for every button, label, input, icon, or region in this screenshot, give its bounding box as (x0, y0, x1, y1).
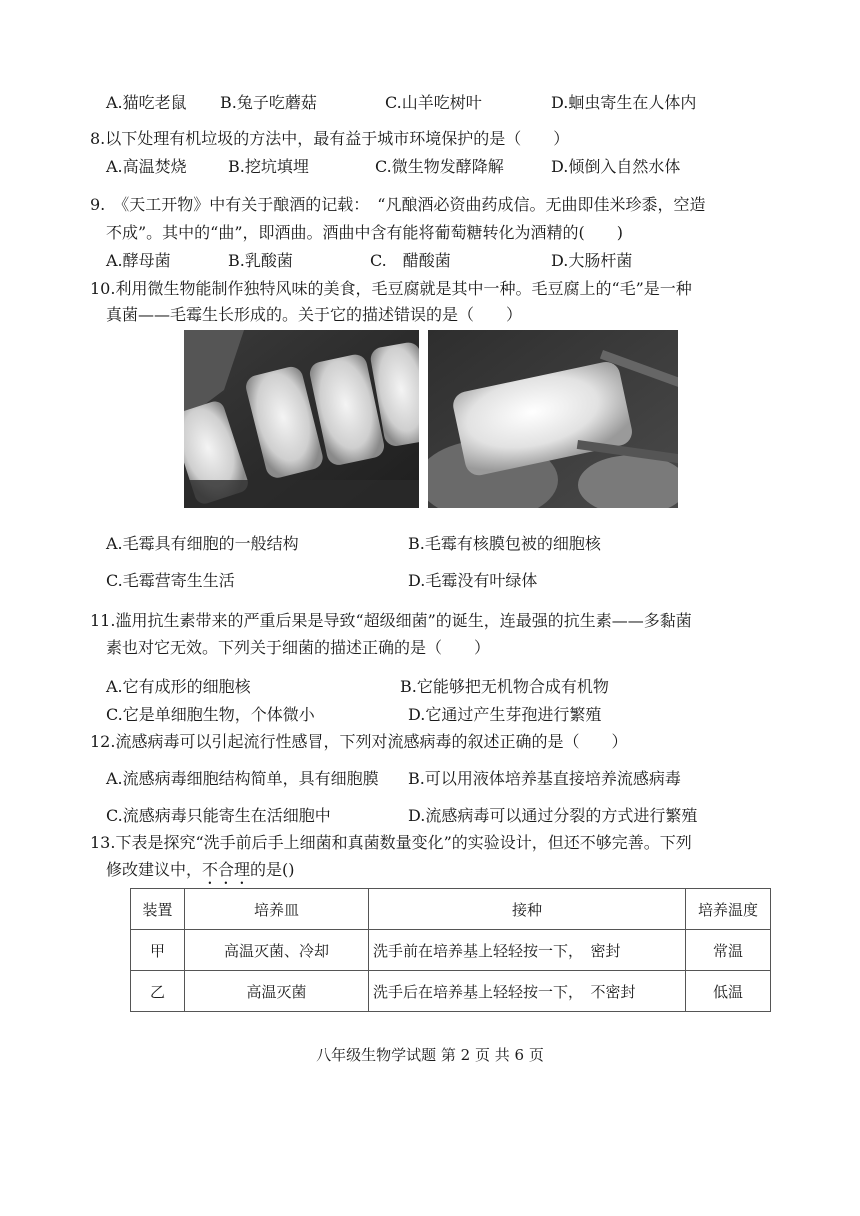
table-cell: 甲 (131, 930, 185, 971)
table-cell: 常温 (686, 930, 771, 971)
table-cell: 高温灭菌 (185, 971, 369, 1012)
q9-stem-line2: 不成”。其中的“曲”，即酒曲。酒曲中含有能将葡萄糖转化为酒精的( ) (106, 223, 624, 242)
q11-stem-line1: 11.滥用抗生素带来的严重后果是导致“超级细菌”的诞生，连最强的抗生素——多黏菌 (90, 611, 692, 630)
q7-option-a: A.猫吃老鼠 (106, 93, 187, 112)
q11-option-a: A.它有成形的细胞核 (106, 677, 251, 696)
q13-stem-line1: 13.下表是探究“洗手前后手上细菌和真菌数量变化”的实验设计，但还不够完善。下列 (90, 833, 692, 852)
q13-stem-post: 的是() (250, 860, 295, 879)
q10-option-a: A.毛霉具有细胞的一般结构 (106, 534, 299, 553)
q11-option-b: B.它能够把无机物合成有机物 (400, 677, 609, 696)
q10-stem-line1: 10.利用微生物能制作独特风味的美食，毛豆腐就是其中一种。毛豆腐上的“毛”是一种 (90, 279, 692, 298)
q11-option-d: D.它通过产生芽孢进行繁殖 (408, 705, 602, 724)
table-header-row (131, 889, 771, 930)
q9-option-c: C. 醋酸菌 (370, 251, 451, 270)
q7-option-b: B.兔子吃蘑菇 (220, 93, 317, 112)
q9-stem-line1: 9. 《天工开物》中有关于酿酒的记载： “凡酿酒必资曲药成信。无曲即佳米珍黍，空造 (90, 195, 706, 214)
q9-option-d: D.大肠杆菌 (551, 251, 633, 270)
q8-option-a: A.高温焚烧 (106, 157, 187, 176)
q7-option-d: D.蛔虫寄生在人体内 (551, 93, 697, 112)
q8-option-c: C.微生物发酵降解 (375, 157, 504, 176)
q13-stem-pre: 修改建议中， (106, 860, 203, 879)
q9-option-a: A.酵母菌 (106, 251, 171, 270)
q12-stem: 12.流感病毒可以引起流行性感冒，下列对流感病毒的叙述正确的是（ ） (90, 732, 628, 751)
q10-option-b: B.毛霉有核膜包被的细胞核 (408, 534, 601, 553)
experiment-table (130, 888, 771, 1012)
q12-option-d: D.流感病毒可以通过分裂的方式进行繁殖 (408, 806, 698, 825)
q12-option-b: B.可以用液体培养基直接培养流感病毒 (408, 769, 681, 788)
q8-stem: 8.以下处理有机垃圾的方法中，最有益于城市环境保护的是（ ） (90, 129, 570, 148)
q8-option-b: B.挖坑填埋 (228, 157, 309, 176)
tofu-mold-photo-right (428, 330, 678, 508)
table-cell: 洗手前在培养基上轻轻按一下， 密封 (369, 930, 686, 971)
q12-option-a: A.流感病毒细胞结构简单，具有细胞膜 (106, 769, 379, 788)
q12-option-c: C.流感病毒只能寄生在活细胞中 (106, 806, 331, 825)
q13-emphasis: 不合理 (202, 860, 251, 879)
q11-stem-line2: 素也对它无效。下列关于细菌的描述正确的是（ ） (106, 638, 491, 657)
page-footer: 八年级生物学试题 第 2 页 共 6 页 (316, 1046, 544, 1064)
table-header-cell: 接种 (369, 889, 686, 930)
table-cell: 乙 (131, 971, 185, 1012)
table-cell: 洗手后在培养基上轻轻按一下， 不密封 (369, 971, 686, 1012)
q10-option-c: C.毛霉营寄生生活 (106, 571, 235, 590)
q11-option-c: C.它是单细胞生物，个体微小 (106, 705, 315, 724)
q8-option-d: D.倾倒入自然水体 (551, 157, 681, 176)
table-header-cell: 装置 (131, 889, 185, 930)
table-row (131, 930, 771, 971)
q13-stem-line2 (106, 859, 295, 888)
table-row (131, 971, 771, 1012)
q10-stem-line2: 真菌——毛霉生长形成的。关于它的描述错误的是（ ） (106, 305, 523, 324)
table-header-cell: 培养温度 (686, 889, 771, 930)
q7-option-c: C.山羊吃树叶 (385, 93, 482, 112)
table-cell: 低温 (686, 971, 771, 1012)
q9-option-b: B.乳酸菌 (228, 251, 293, 270)
table-cell: 高温灭菌、冷却 (185, 930, 369, 971)
tofu-mold-photo-left (184, 330, 419, 508)
table-header-cell: 培养皿 (185, 889, 369, 930)
q10-option-d: D.毛霉没有叶绿体 (408, 571, 538, 590)
